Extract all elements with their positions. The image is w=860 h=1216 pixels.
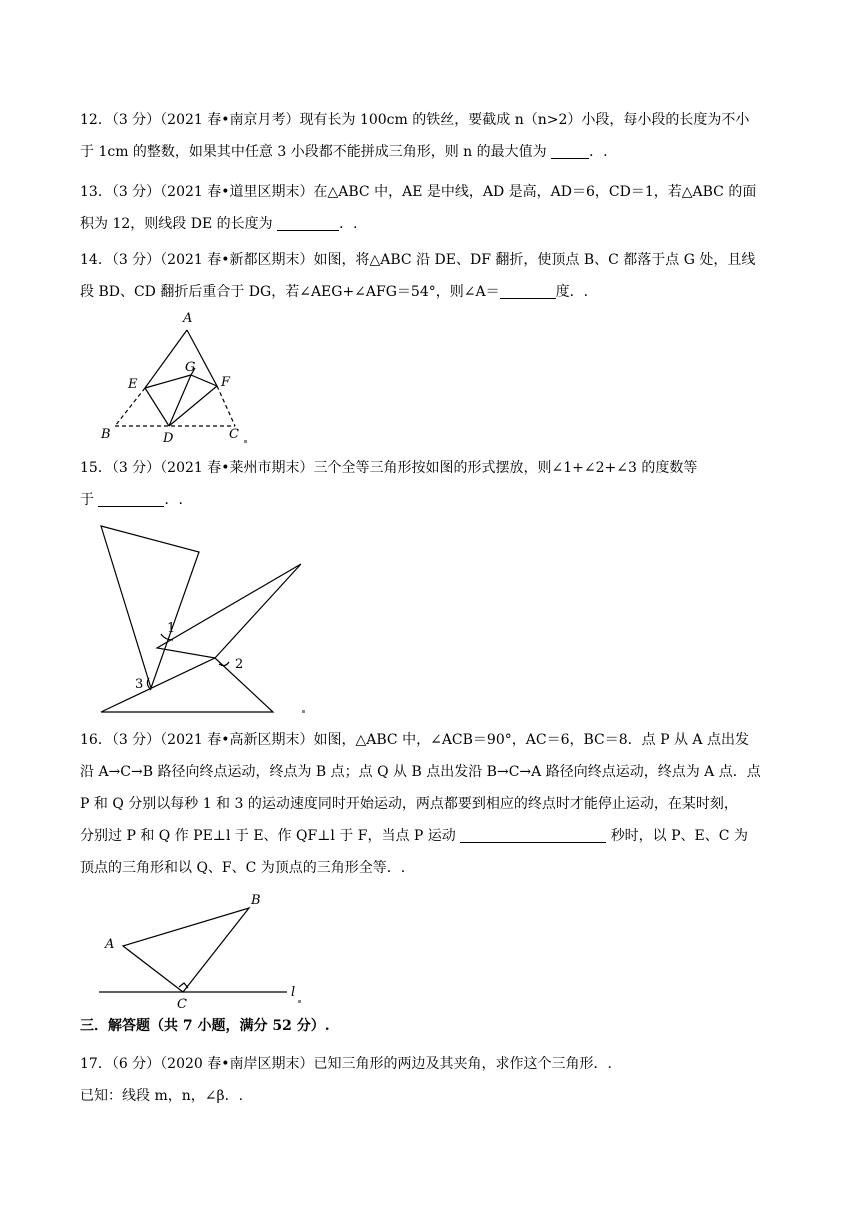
question-16-line-3: P 和 Q 分别以每秒 1 和 3 的运动速度同时开始运动，两点都要到相应的终点时才能停止运动，在某时刻， (80, 796, 738, 812)
question-16-text: 分别过 P 和 Q 作 PE⊥l 于 E、作 QF⊥l 于 F，当点 P 运动 (80, 828, 456, 844)
label-C: C (229, 427, 239, 442)
question-16-line-2: 沿 A→C→B 路径向终点运动，终点为 B 点；点 Q 从 B 点出发沿 B→C→A 路径向终点运动，终点为 A 点．点 (80, 764, 761, 780)
question-16-line-4 (80, 820, 786, 852)
question-15-line-1: 15．（3 分）（2021 春•莱州市期末）三个全等三角形按如图的形式摆放，则∠1+∠2+∠3 的度数等 (80, 460, 698, 476)
question-14-line-1: 14．（3 分）（2021 春•新都区期末）如图，将△ABC 沿 DE、DF 翻折，使顶点 B、C 都落于点 G 处，且线 (80, 252, 756, 268)
question-15-text: 于 (80, 492, 94, 508)
question-16 (80, 724, 786, 884)
question-12-line-2 (80, 136, 786, 168)
section-heading: 三．解答题（共 7 小题，满分 52 分）. (80, 1018, 330, 1034)
answer-blank (551, 140, 589, 159)
figure-end-mark (302, 710, 305, 713)
figure-end-mark (244, 440, 247, 443)
label-A: A (105, 937, 115, 952)
label-D: D (163, 431, 174, 446)
figure-15-three-triangles (95, 522, 315, 718)
question-12 (80, 104, 786, 168)
answer-blank (460, 824, 606, 843)
label-C: C (177, 997, 187, 1012)
angle-3-label: 3 (135, 677, 144, 692)
figure-14-triangle-fold (95, 308, 255, 448)
answer-blank (277, 212, 339, 231)
question-14-end: 度．. (555, 284, 589, 300)
question-14 (80, 244, 786, 308)
answer-blank (500, 280, 556, 299)
question-12-text: 于 1cm 的整数，如果其中任意 3 小段都不能拼成三角形，则 n 的最大值为 (80, 144, 547, 160)
answer-blank (98, 488, 164, 507)
question-14-line-2 (80, 276, 786, 308)
angle-2-label: 2 (235, 657, 244, 672)
label-F: F (221, 375, 231, 390)
question-17-line-1: 17．（6 分）（2020 春•南岸区期末）已知三角形的两边及其夹角，求作这个三角形．. (80, 1056, 612, 1072)
label-B: B (101, 427, 111, 442)
question-13-line-1: 13．（3 分）（2021 春•道里区期末）在△ABC 中，AE 是中线，AD 是高，AD＝6，CD＝1，若△ABC 的面 (80, 184, 757, 200)
question-13 (80, 176, 786, 240)
question-13-text: 积为 12，则线段 DE 的长度为 (80, 216, 273, 232)
question-15 (80, 452, 786, 516)
label-E: E (128, 377, 138, 392)
question-15-end: ．. (164, 492, 183, 508)
figure-16-right-triangle (95, 890, 315, 1012)
question-16-text-cont: 秒时，以 P、E、C 为 (610, 828, 748, 844)
question-16-line-5: 顶点的三角形和以 Q、F、C 为顶点的三角形全等．. (80, 860, 406, 876)
question-14-text: 段 BD、CD 翻折后重合于 DG，若∠AEG+∠AFG＝54°，则∠A＝ (80, 284, 500, 300)
label-B: B (251, 893, 261, 908)
angle-1-label: 1 (167, 621, 176, 636)
label-A: A (183, 311, 193, 326)
question-15-line-2 (80, 484, 786, 516)
question-12-line-1: 12．（3 分）（2021 春•南京月考）现有长为 100cm 的铁丝，要截成 n（n>2）小段，每小段的长度为不小 (80, 112, 750, 128)
question-12-end: ．. (589, 144, 608, 160)
figure-end-mark (298, 1000, 301, 1003)
question-16-line-1: 16．（3 分）（2021 春•高新区期末）如图，△ABC 中，∠ACB＝90°，AC＝6，BC＝8．点 P 从 A 点出发 (80, 732, 749, 748)
label-l: l (291, 985, 296, 1000)
question-13-end: ．. (339, 216, 358, 232)
label-G: G (185, 360, 196, 375)
question-13-line-2 (80, 208, 786, 240)
question-17-line-2: 已知：线段 m，n，∠β．. (80, 1088, 244, 1104)
